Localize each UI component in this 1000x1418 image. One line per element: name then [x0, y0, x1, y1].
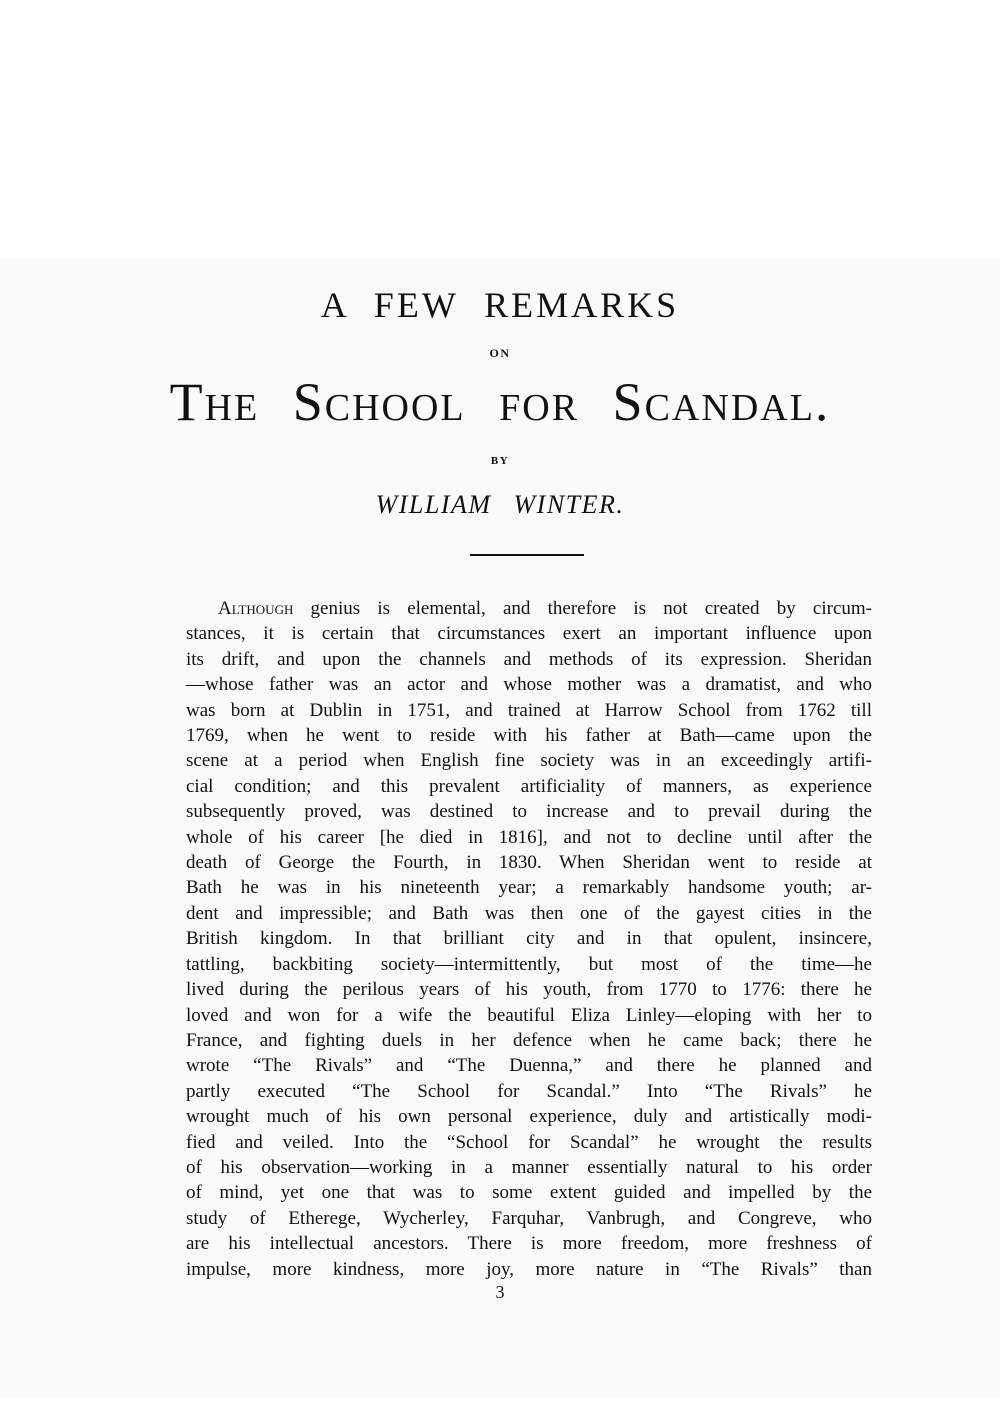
body-line-22: fied and veiled. Into the “School for Scandal” he wrought the results [186, 1131, 872, 1153]
byline-label: BY [490, 455, 510, 467]
title-connector-on: ON [489, 346, 511, 360]
body-line-1-text: genius is elemental, and therefore is not created by circum- [293, 598, 872, 619]
body-line-23: of his observation—working in a manner essentially natural to his order [186, 1156, 872, 1178]
body-line-26: are his intellectual ancestors. There is more freedom, more freshness of [186, 1233, 872, 1255]
body-line-19: wrote “The Rivals” and “The Duenna,” and there he planned and [186, 1055, 872, 1077]
body-line-4: —whose father was an actor and whose mother was a dramatist, and who [186, 674, 872, 696]
body-line-8: cial condition; and this prevalent artificiality of manners, as experience [186, 775, 872, 797]
body-line-21: wrought much of his own personal experience, duly and artistically modi- [186, 1106, 872, 1128]
body-line-13: dent and impressible; and Bath was then one of the gayest cities in the [186, 902, 872, 924]
body-line-12: Bath he was in his nineteenth year; a remarkably handsome youth; ar- [186, 877, 872, 899]
body-line-5: was born at Dublin in 1751, and trained at Harrow School from 1762 till [186, 699, 872, 721]
body-line-20: partly executed “The School for Scandal.” Into “The Rivals” he [186, 1080, 872, 1102]
body-line-17: loved and won for a wife the beautiful Eliza Linley—eloping with her to [186, 1004, 872, 1026]
body-line-14: British kingdom. In that brilliant city and in that opulent, insincere, [186, 928, 872, 950]
title-line-1: A FEW REMARKS [320, 285, 680, 325]
body-line-11: death of George the Fourth, in 1830. When Sheridan went to reside at [186, 852, 872, 874]
essay-body [186, 596, 872, 1282]
page-number: 3 [495, 1282, 505, 1302]
title-line-2: The School for Scandal. [169, 372, 831, 432]
body-line-9: subsequently proved, was destined to increase and to prevail during the [186, 801, 872, 823]
body-line-18: France, and fighting duels in her defence when he came back; there he [186, 1029, 872, 1051]
body-line-25: study of Etherege, Wycherley, Farquhar, Vanbrugh, and Congreve, who [186, 1207, 872, 1229]
body-line-2: stances, it is certain that circumstances exert an important influence upon [186, 623, 872, 645]
body-line-7: scene at a period when English fine society was in an exceedingly artifi- [186, 750, 872, 772]
author-name: WILLIAM WINTER. [375, 490, 625, 519]
body-line-27: impulse, more kindness, more joy, more nature in “The Rivals” than [186, 1258, 872, 1280]
body-line-24: of mind, yet one that was to some extent guided and impelled by the [186, 1182, 872, 1204]
body-line-1 [186, 596, 872, 621]
body-line-3: its drift, and upon the channels and methods of its expression. Sheridan [186, 648, 872, 670]
body-line-15: tattling, backbiting society—intermittently, but most of the time—he [186, 953, 872, 975]
body-line-16: lived during the perilous years of his youth, from 1770 to 1776: there he [186, 979, 872, 1001]
body-line-10: whole of his career [he died in 1816], and not to decline until after the [186, 826, 872, 848]
drop-word: Although [218, 598, 294, 619]
body-line-6: 1769, when he went to reside with his father at Bath—came upon the [186, 725, 872, 747]
title-divider [470, 554, 584, 556]
